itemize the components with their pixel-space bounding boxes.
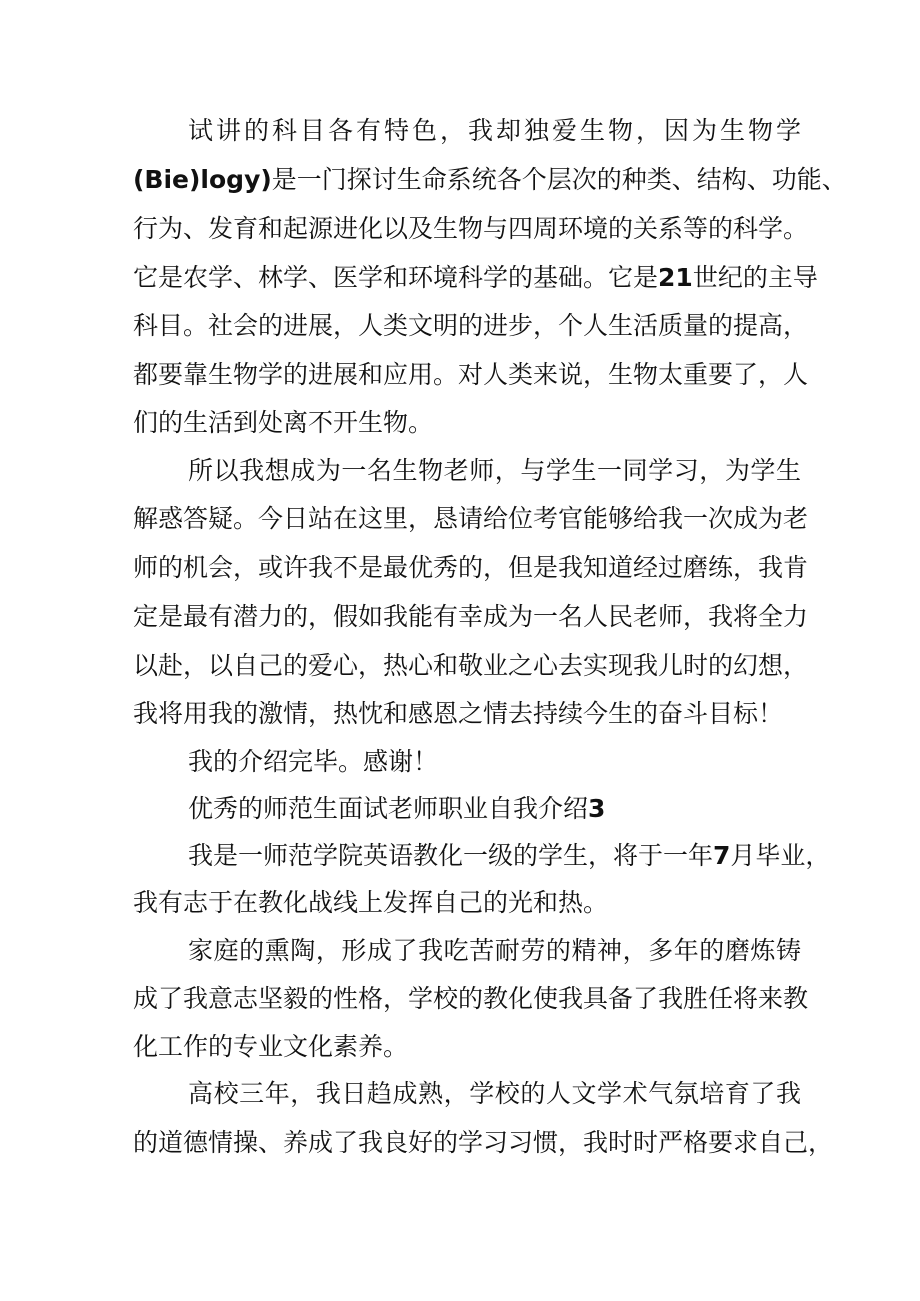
text-line: 解惑答疑。今日站在这里，恳请给位考官能够给我一次成为老 — [133, 504, 809, 533]
text-line: (Bie)logy)是一门探讨生命系统各个层次的种类、结构、功能、 — [133, 165, 847, 194]
text-line: 它是农学、林学、医学和环境科学的基础。它是21世纪的主导 — [133, 263, 818, 292]
text-line: 试讲的科目各有特色，我却独爱生物，因为生物学 — [188, 116, 801, 145]
text-line: 科目。社会的进展，人类文明的进步，个人生活质量的提高， — [133, 311, 809, 340]
text-line: 家庭的熏陶，形成了我吃苦耐劳的精神，多年的磨炼铸 — [188, 936, 801, 965]
text-line: 我有志于在教化战线上发挥自己的光和热。 — [133, 888, 609, 917]
text-line: 高校三年，我日趋成熟，学校的人文学术气氛培育了我 — [188, 1079, 801, 1108]
inline-bold-text: (Bie)logy) — [133, 165, 272, 194]
text-line: 所以我想成为一名生物老师，与学生一同学习，为学生 — [188, 456, 801, 485]
text-line: 的道德情操、养成了我良好的学习习惯，我时时严格要求自己， — [133, 1128, 834, 1157]
text-line: 们的生活到处离不开生物。 — [133, 408, 434, 437]
text-line: 定是最有潜力的，假如我能有幸成为一名人民老师，我将全力 — [133, 602, 809, 631]
text-line: 我的介绍完毕。感谢！ — [188, 747, 439, 776]
text-line: 都要靠生物学的进展和应用。对人类来说，生物太重要了，人 — [133, 360, 809, 389]
text-line: 行为、发育和起源进化以及生物与四周环境的关系等的科学。 — [133, 214, 809, 243]
section-title: 优秀的师范生面试老师职业自我介绍3 — [188, 794, 606, 823]
text-line: 成了我意志坚毅的性格，学校的教化使我具备了我胜任将来教 — [133, 984, 809, 1013]
text-line: 化工作的专业文化素养。 — [133, 1032, 409, 1061]
text-line: 师的机会，或许我不是最优秀的，但是我知道经过磨练，我肯 — [133, 553, 809, 582]
text-line: 我是一师范学院英语教化一级的学生，将于一年7月毕业， — [188, 841, 831, 870]
text-line: 以赴，以自己的爱心，热心和敬业之心去实现我儿时的幻想， — [133, 651, 809, 680]
text-line: 我将用我的激情，热忱和感恩之情去持续今生的奋斗目标！ — [133, 699, 784, 728]
